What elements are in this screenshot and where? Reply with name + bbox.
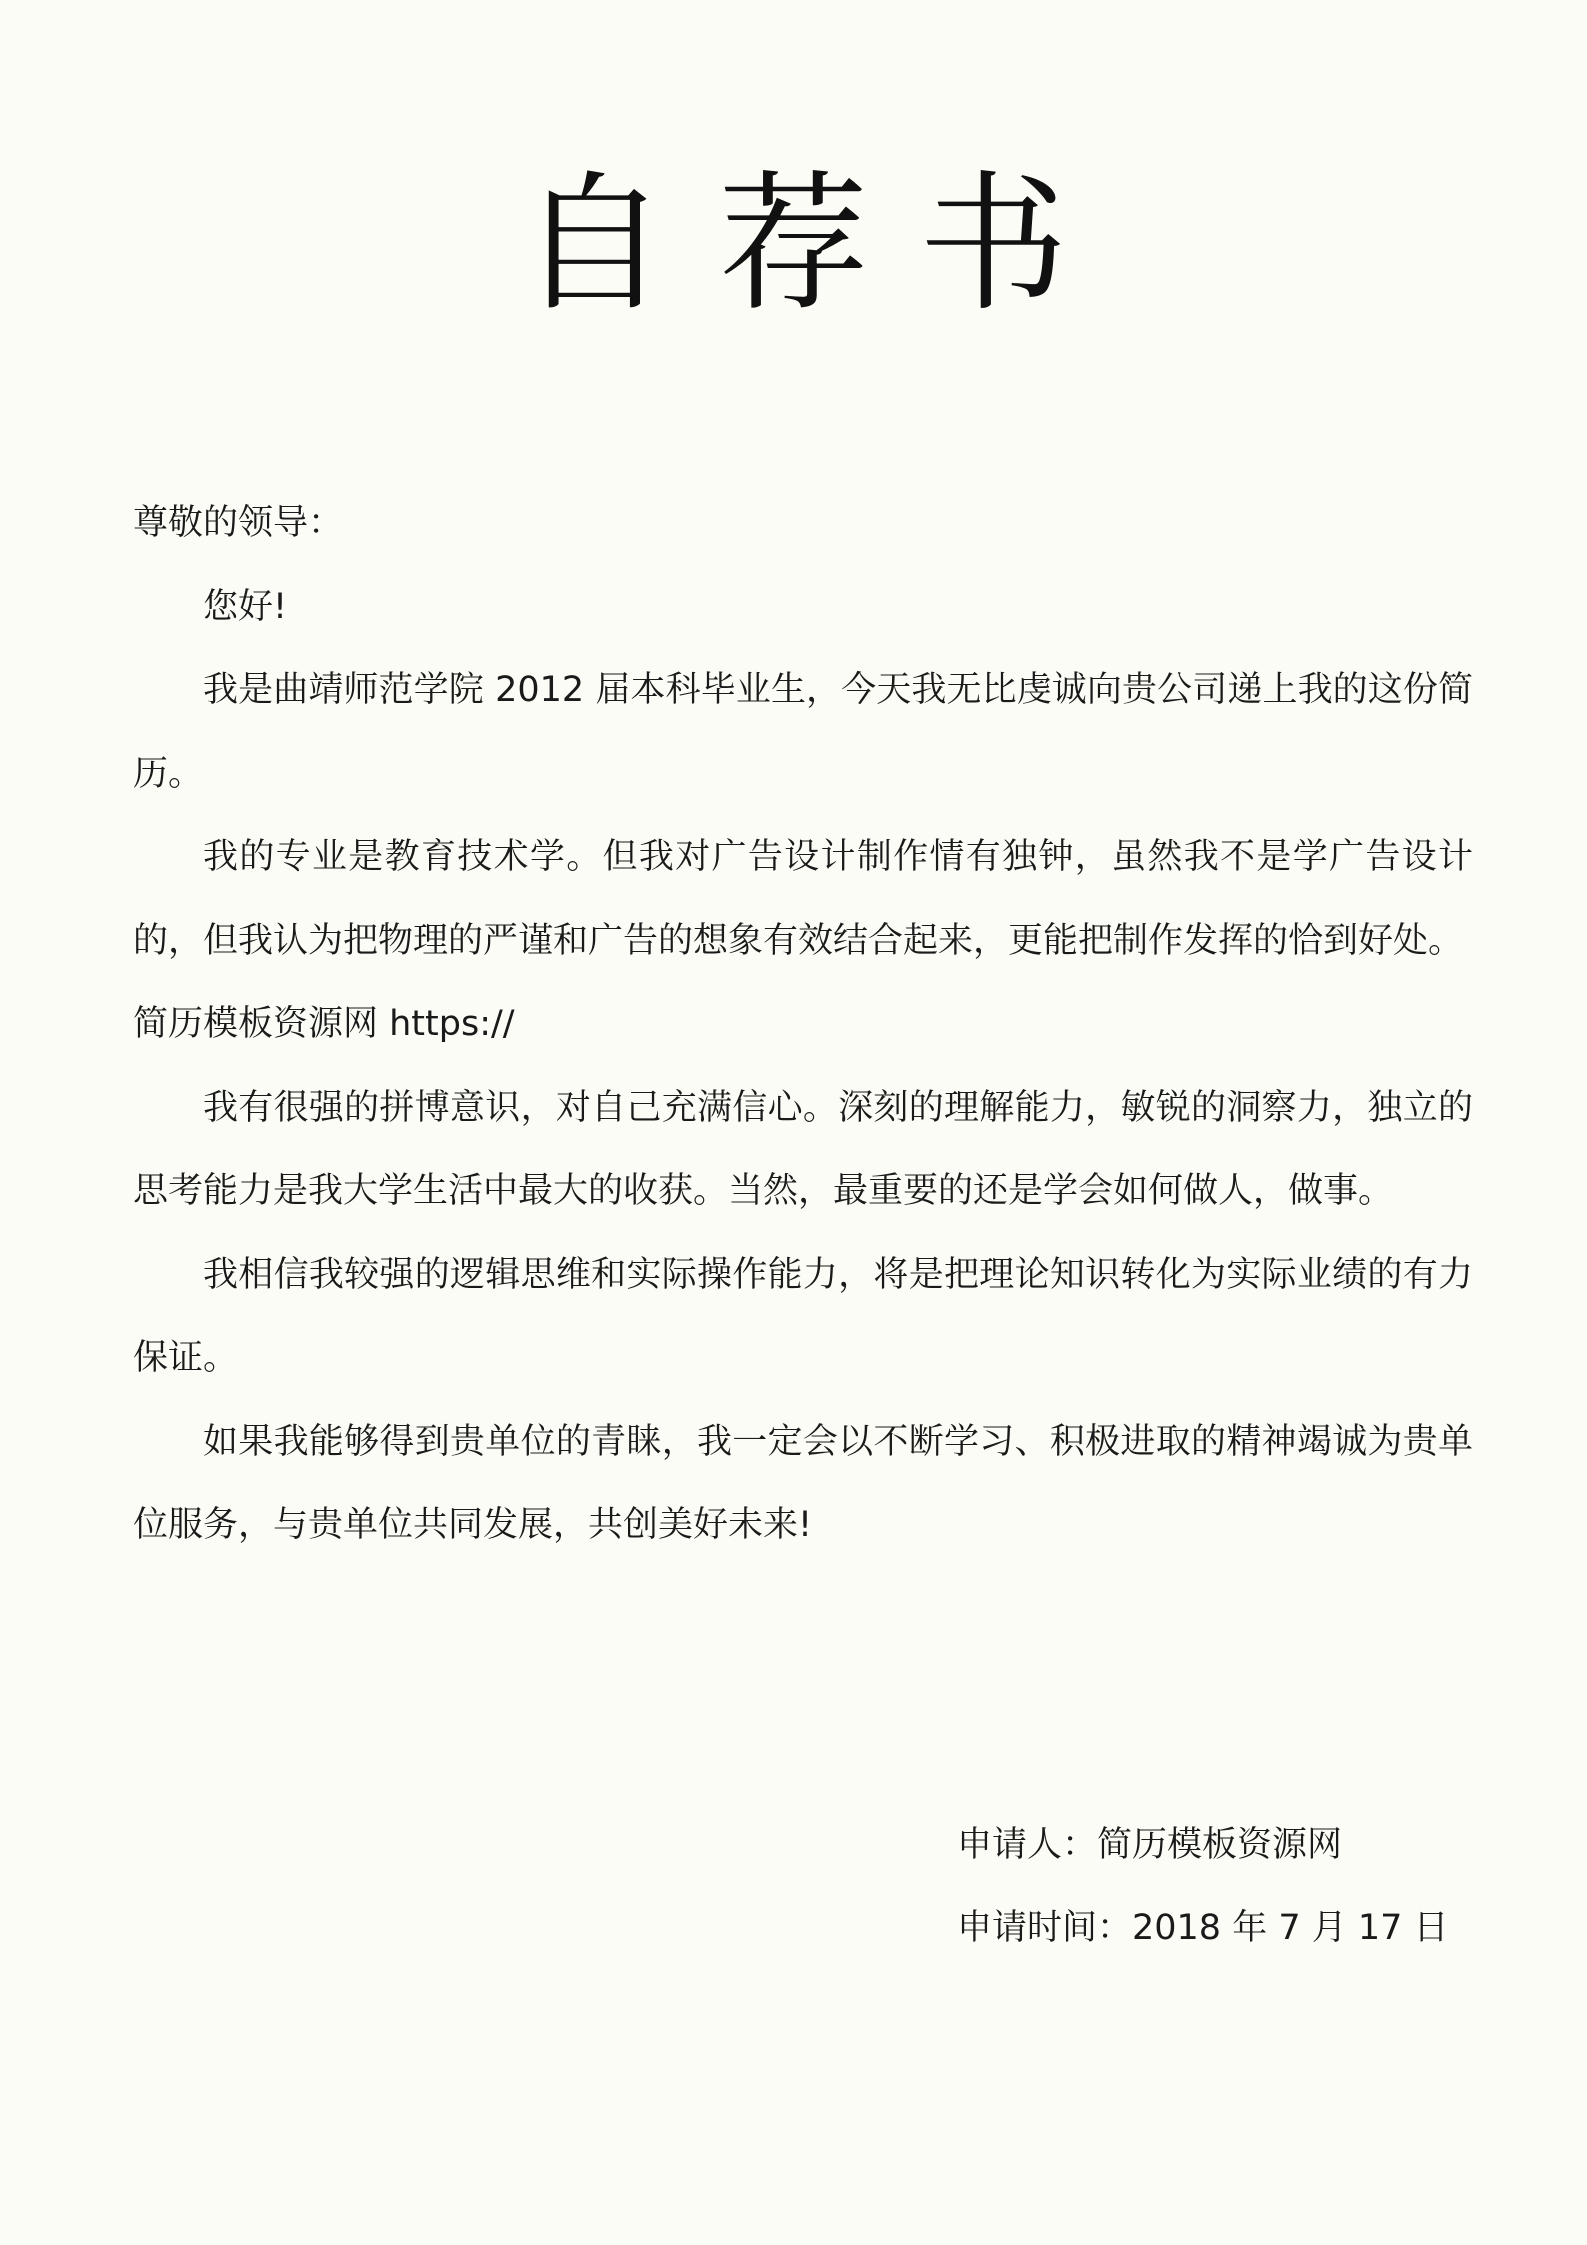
salutation: 尊敬的领导：: [133, 503, 344, 543]
paragraph-intro: 我是曲靖师范学院 2012 届本科毕业生，今天我无比虔诚向贵公司递上我的这份简历。: [133, 670, 1473, 794]
paragraph-abilities: 我有很强的拼博意识，对自己充满信心。深刻的理解能力，敏锐的洞察力，独立的思考能力是我大学生活中最大的收获。当然，最重要的还是学会如何做人，做事。: [133, 1087, 1473, 1211]
letter-body: [133, 482, 1473, 1568]
paragraph-closing: 如果我能够得到贵单位的青睐，我一定会以不断学习、积极进取的精神竭诚为贵单位服务，与贵单位共同发展，共创美好未来!: [133, 1421, 1473, 1545]
paragraph-major: 我的专业是教育技术学。但我对广告设计制作情有独钟，虽然我不是学广告设计的，但我认为把物理的严谨和广告的想象有效结合起来，更能把制作发挥的恰到好处。: [133, 837, 1473, 961]
page-title: 自荐书: [518, 158, 1119, 332]
applicant-line: 申请人：简历模板资源网: [957, 1825, 1343, 1865]
date-line: 申请时间：2018 年 7 月 17 日: [957, 1908, 1449, 1948]
greeting: 您好!: [203, 586, 288, 627]
paragraph-logic: 我相信我较强的逻辑思维和实际操作能力，将是把理论知识转化为实际业绩的有力保证。: [133, 1254, 1473, 1378]
watermark-line: 简历模板资源网 https://: [133, 1004, 515, 1044]
signature-block: [957, 1804, 1449, 1970]
